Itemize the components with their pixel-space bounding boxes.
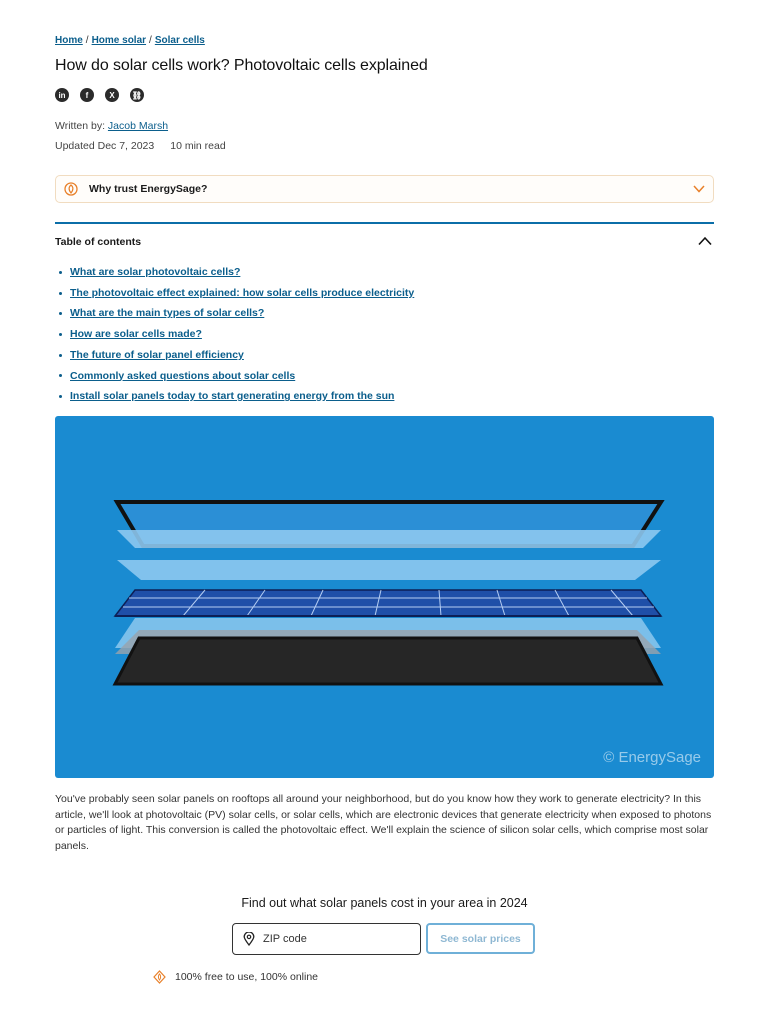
x-share-button[interactable] xyxy=(105,88,119,102)
toc-item xyxy=(59,386,414,407)
chevron-up-icon[interactable] xyxy=(698,236,712,246)
read-time: 10 min read xyxy=(170,140,226,152)
why-trust-label: Why trust EnergySage? xyxy=(89,183,208,195)
breadcrumb xyxy=(55,35,205,46)
why-trust-accordion[interactable] xyxy=(55,175,714,203)
toc-link[interactable]: Commonly asked questions about solar cells xyxy=(70,369,296,382)
facebook-share-button[interactable] xyxy=(80,88,94,102)
bullet-icon xyxy=(59,374,62,377)
backsheet-layer xyxy=(115,638,661,684)
toc-link[interactable]: The future of solar panel efficiency xyxy=(70,348,244,361)
toc-title: Table of contents xyxy=(55,236,142,248)
bullet-icon xyxy=(59,271,62,274)
solar-cell-layer xyxy=(115,590,661,616)
bullet-icon xyxy=(59,312,62,315)
chevron-down-icon xyxy=(693,184,705,194)
free-note-text: 100% free to use, 100% online xyxy=(175,971,319,983)
toc-link[interactable]: What are the main types of solar cells? xyxy=(70,307,265,320)
x-icon: X xyxy=(109,90,115,100)
bullet-icon xyxy=(59,395,62,398)
toc-list xyxy=(59,262,414,407)
link-icon: ⛓ xyxy=(131,90,143,100)
location-pin-icon xyxy=(243,932,255,946)
byline xyxy=(55,120,168,132)
toc-item xyxy=(59,345,414,366)
toc-link[interactable]: How are solar cells made? xyxy=(70,328,202,341)
linkedin-icon: in xyxy=(58,90,66,100)
see-solar-prices-button[interactable]: See solar prices xyxy=(426,923,535,954)
cta-heading: Find out what solar panels cost in your area in 2024 xyxy=(241,896,528,910)
bullet-icon xyxy=(59,292,62,295)
solar-panel-layers-illustration xyxy=(55,416,714,778)
zip-field[interactable] xyxy=(232,923,421,955)
toc-item xyxy=(59,303,414,324)
toc-link[interactable]: The photovoltaic effect explained: how solar cells produce electricity xyxy=(70,286,415,299)
toc-item xyxy=(59,262,414,283)
author-link[interactable]: Jacob Marsh xyxy=(107,120,169,132)
toc-divider xyxy=(55,222,714,224)
glass-layer xyxy=(117,530,661,548)
breadcrumb-home-link[interactable]: Home xyxy=(55,35,83,46)
encapsulant-layer xyxy=(117,560,661,580)
toc-item xyxy=(59,324,414,345)
free-note xyxy=(153,970,318,984)
energysage-leaf-icon xyxy=(153,970,166,984)
copy-link-button[interactable] xyxy=(130,88,144,102)
linkedin-share-button[interactable] xyxy=(55,88,69,102)
updated-date: Updated Dec 7, 2023 xyxy=(55,140,155,152)
article-meta xyxy=(55,140,226,152)
bullet-icon xyxy=(59,354,62,357)
toc-item xyxy=(59,366,414,387)
breadcrumb-separator: / xyxy=(85,35,89,46)
breadcrumb-home-solar-link[interactable]: Home solar xyxy=(91,35,147,46)
energysage-leaf-icon xyxy=(64,182,78,196)
intro-paragraph: You've probably seen solar panels on rooftops all around your neighborhood, but do you know how they work to generate electricity? In this article, we'll look at photovoltaic (PV) solar cells, or solar cells, which are electronic devices that generate electricity when exposed to photons or particles of light. This conversion is called the photovoltaic effect. We'll explain the science of silicon solar cells, which comprise most solar panels. xyxy=(55,793,712,852)
solar-panel-exploded-diagram xyxy=(55,416,714,778)
zip-input[interactable] xyxy=(263,933,403,945)
facebook-icon: f xyxy=(85,90,89,100)
energysage-watermark: © EnergySage xyxy=(603,749,701,766)
written-by-label: Written by: xyxy=(55,120,105,132)
toc-link[interactable]: Install solar panels today to start generating energy from the sun xyxy=(70,390,395,403)
breadcrumb-separator: / xyxy=(149,35,152,46)
bullet-icon xyxy=(59,333,62,336)
toc-item xyxy=(59,283,414,304)
toc-link[interactable]: What are solar photovoltaic cells? xyxy=(70,266,241,278)
share-bar xyxy=(55,88,144,102)
breadcrumb-solar-cells-link[interactable]: Solar cells xyxy=(154,35,205,46)
page-title: How do solar cells work? Photovoltaic cells explained xyxy=(55,57,428,74)
